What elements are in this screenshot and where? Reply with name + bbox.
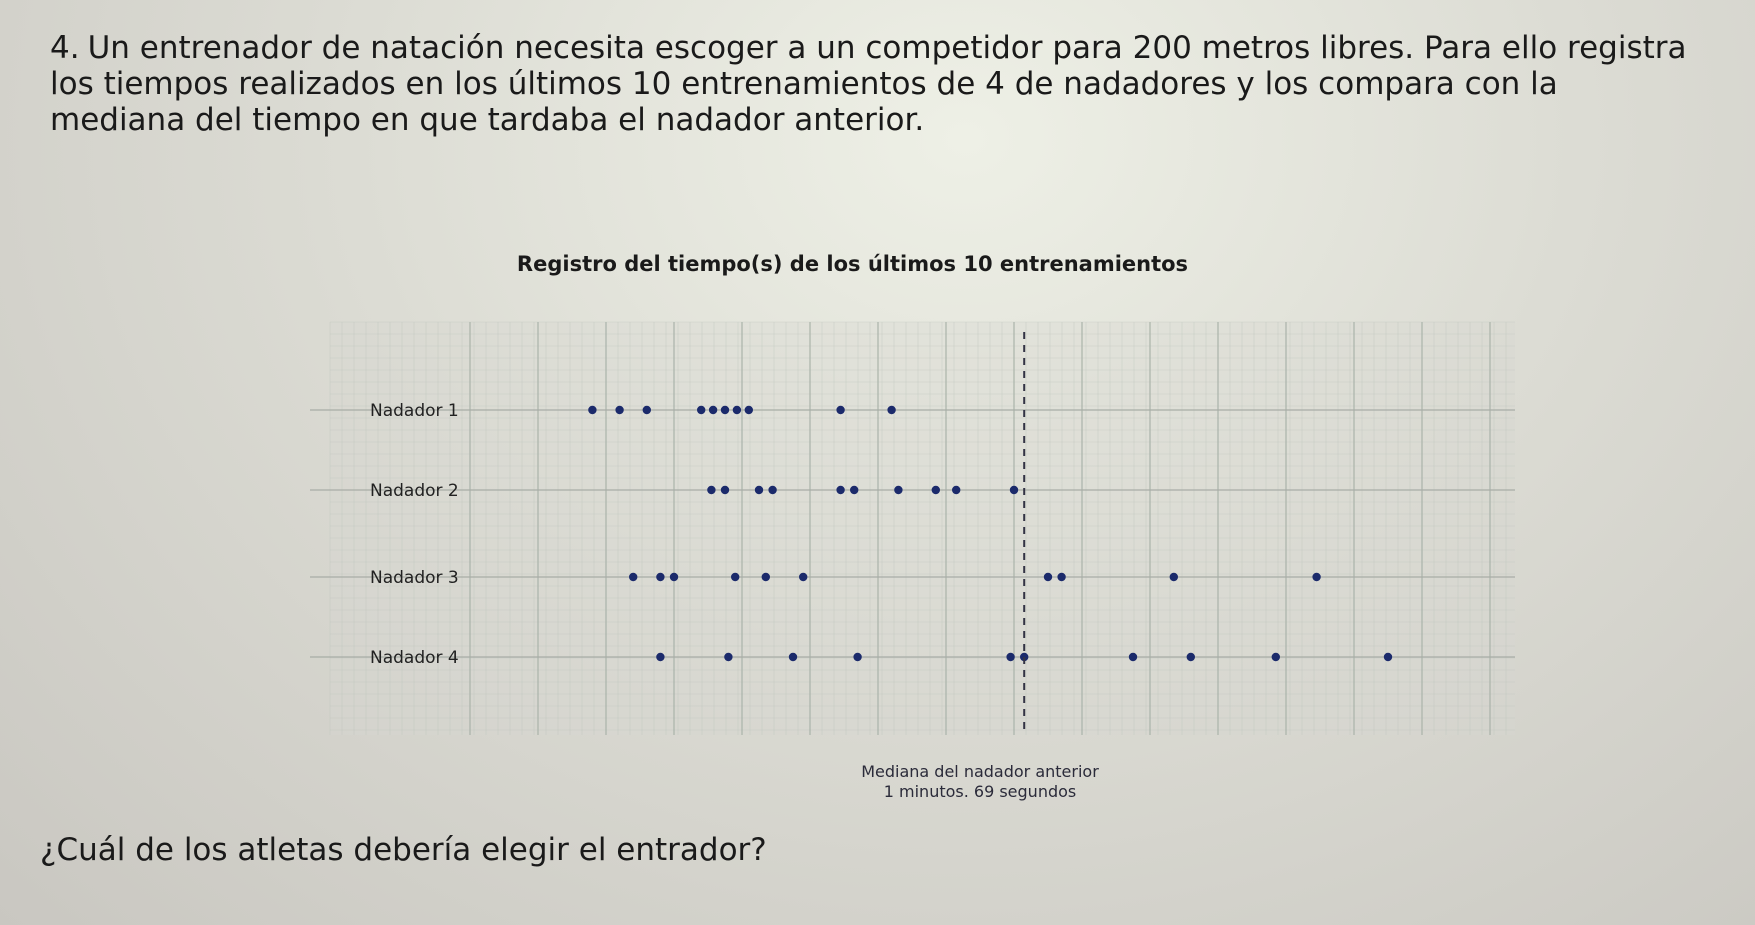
problem-number: 4. bbox=[50, 30, 80, 66]
data-point bbox=[709, 406, 717, 414]
data-point bbox=[731, 573, 739, 581]
data-point bbox=[768, 486, 776, 494]
data-point bbox=[670, 573, 678, 581]
row-label: Nadador 4 bbox=[370, 648, 459, 668]
data-point bbox=[697, 406, 705, 414]
data-point bbox=[1006, 653, 1014, 661]
data-point bbox=[1044, 573, 1052, 581]
data-point bbox=[1312, 573, 1320, 581]
data-point bbox=[629, 573, 637, 581]
data-point bbox=[952, 486, 960, 494]
data-point bbox=[1010, 486, 1018, 494]
data-point bbox=[1057, 573, 1065, 581]
data-point bbox=[721, 406, 729, 414]
data-point bbox=[836, 486, 844, 494]
data-point bbox=[656, 573, 664, 581]
row-label: Nadador 1 bbox=[370, 401, 459, 421]
data-point bbox=[836, 406, 844, 414]
data-point bbox=[733, 406, 741, 414]
data-point bbox=[1170, 573, 1178, 581]
data-point bbox=[588, 406, 596, 414]
data-point bbox=[745, 406, 753, 414]
median-note-label: Mediana del nadador anterior bbox=[861, 762, 1099, 781]
question-text: ¿Cuál de los atletas debería elegir el entrador? bbox=[40, 832, 767, 868]
data-point bbox=[789, 653, 797, 661]
data-point bbox=[887, 406, 895, 414]
median-note bbox=[780, 762, 1180, 802]
data-point bbox=[1129, 653, 1137, 661]
data-point bbox=[755, 486, 763, 494]
data-point bbox=[894, 486, 902, 494]
data-point bbox=[724, 653, 732, 661]
data-point bbox=[1384, 653, 1392, 661]
problem-text: Un entrenador de natación necesita escoger a un competidor para 200 metros libres. Para ello registra los tiempos realizados en los últimos 10 entrenamientos de 4 de nadadores y los compara con la mediana del tiempo en que tardaba el nadador anterior. bbox=[50, 30, 1687, 138]
plot-area bbox=[330, 322, 1515, 735]
data-point bbox=[1272, 653, 1280, 661]
data-point bbox=[853, 653, 861, 661]
median-note-value: 1 minutos. 69 segundos bbox=[883, 782, 1077, 801]
chart-title: Registro del tiempo(s) de los últimos 10 entrenamientos bbox=[516, 252, 1189, 276]
row-label: Nadador 3 bbox=[370, 568, 459, 588]
data-point bbox=[799, 573, 807, 581]
data-point bbox=[721, 486, 729, 494]
data-point bbox=[707, 486, 715, 494]
data-point bbox=[850, 486, 858, 494]
data-point bbox=[656, 653, 664, 661]
data-point bbox=[643, 406, 651, 414]
data-point bbox=[932, 486, 940, 494]
data-point bbox=[1187, 653, 1195, 661]
data-point bbox=[615, 406, 623, 414]
row-label: Nadador 2 bbox=[370, 481, 459, 501]
data-point bbox=[762, 573, 770, 581]
